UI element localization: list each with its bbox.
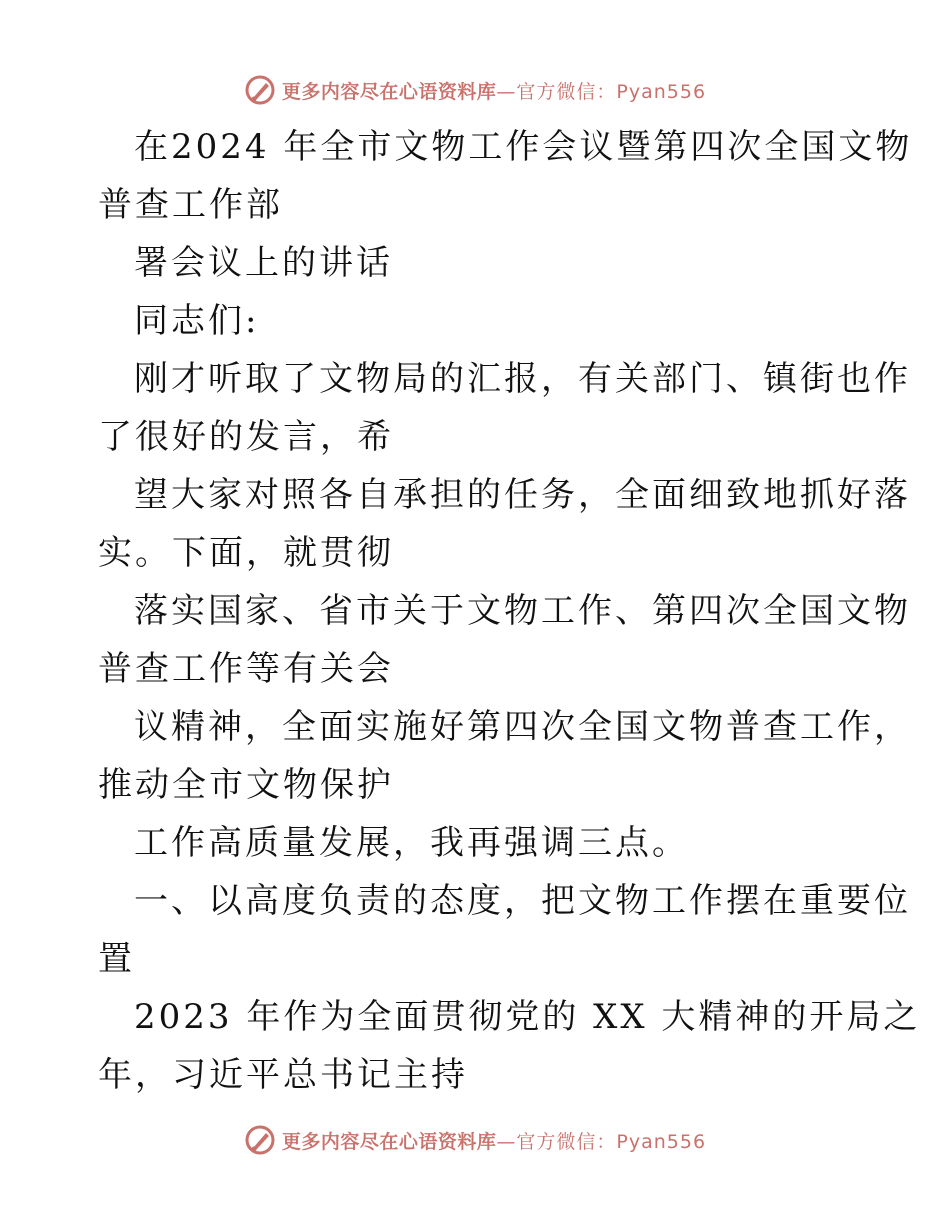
- watermark-brand: 更多内容尽在心语资料库: [281, 80, 497, 103]
- line-3: 同志们:: [134, 301, 260, 341]
- brush-pen-logo-icon: [244, 74, 276, 106]
- line-1: 在2024 年全市文物工作会议暨第四次全国文物: [134, 127, 913, 167]
- line-1-cont: 普查工作部: [98, 185, 283, 225]
- line-7-cont: 推动全市文物保护: [98, 765, 394, 805]
- line-6: 落实国家、省市关于文物工作、第四次全国文物: [134, 591, 911, 631]
- line-7: 议精神，全面实施好第四次全国文物普查工作，: [134, 707, 911, 747]
- line-8: 工作高质量发展，我再强调三点。: [134, 823, 689, 863]
- line-5: 望大家对照各自承担的任务，全面细致地抓好落: [134, 475, 911, 515]
- line-4: 刚才听取了文物局的汇报，有关部门、镇街也作: [134, 359, 911, 399]
- line-6-cont: 普查工作等有关会: [98, 649, 394, 689]
- watermark-wechat: —官方微信：Pyan556: [496, 80, 707, 103]
- line-5-cont: 实。下面，就贯彻: [98, 533, 394, 573]
- line-4-cont: 了很好的发言，希: [98, 417, 394, 457]
- line-10: 2023 年作为全面贯彻党的 XX 大精神的开局之: [134, 997, 921, 1037]
- document-body: [98, 118, 921, 1104]
- line-2: 署会议上的讲话: [134, 243, 393, 283]
- brush-pen-logo-icon: [244, 1124, 276, 1156]
- watermark-brand: 更多内容尽在心语资料库: [281, 1130, 497, 1153]
- line-9-cont: 置: [98, 939, 135, 979]
- line-9: 一、以高度负责的态度，把文物工作摆在重要位: [134, 881, 911, 921]
- watermark-wechat: —官方微信：Pyan556: [496, 1130, 707, 1153]
- footer-watermark: [0, 1120, 950, 1160]
- line-10-cont: 年，习近平总书记主持: [98, 1055, 468, 1095]
- header-watermark: [0, 70, 950, 110]
